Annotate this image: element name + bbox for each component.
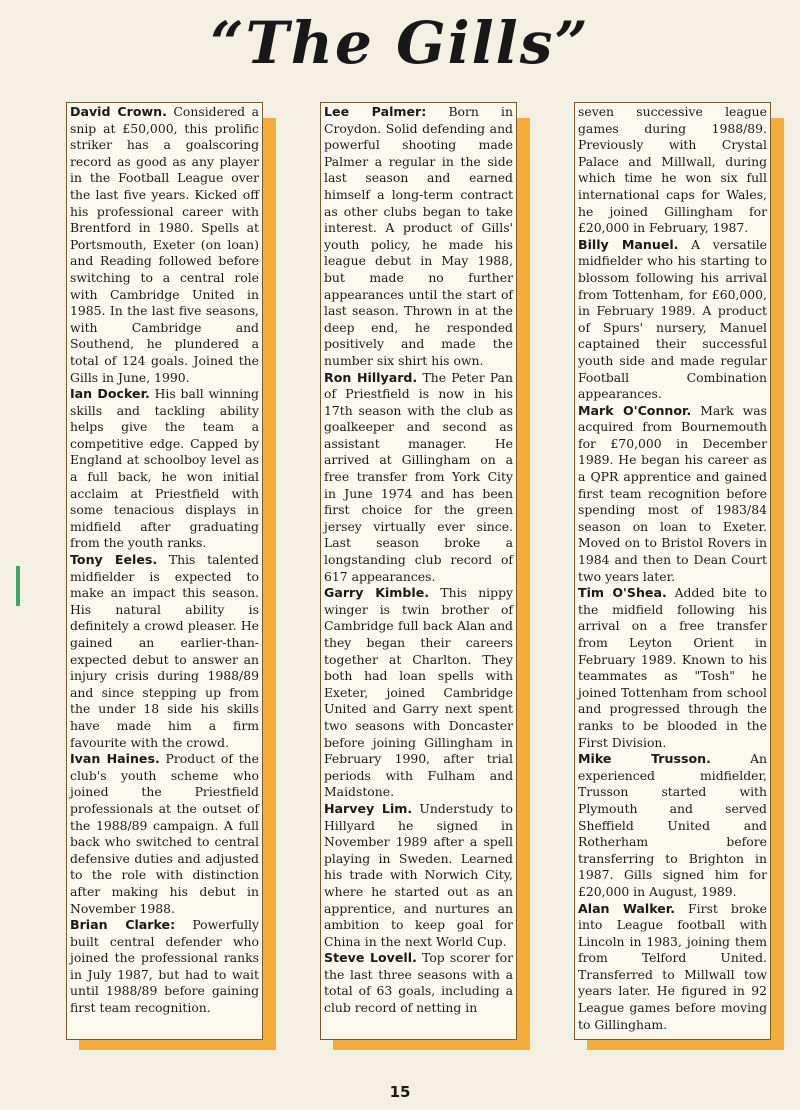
player-entry: [70, 917, 259, 1017]
player-entry: [70, 751, 259, 917]
player-name: Ian Docker.: [70, 386, 150, 402]
player-name: Lee Palmer:: [324, 104, 427, 119]
player-name: Harvey Lim.: [324, 800, 413, 816]
player-text: First broke into League football with Lincoln in 1983, joining them from Telford United. Transferred to Millwall tow years later. He figured in 92 League games before moving to Gillingham.: [578, 900, 767, 1032]
player-text: This talented midfielder is expected to make an impact this season. His natural ability is definitely a crowd pleaser. He gained an earlier-than-expected debut to answer an injury crisis during 1988/89 and since stepping up from the under 18 side his skills have made him a firm favourite with the crowd.: [70, 552, 259, 750]
player-entry: [578, 403, 767, 586]
player-name: Billy Manuel.: [578, 236, 679, 252]
player-text: A versatile midfielder who his starting to blossom following his arrival from Tottenham, for £60,000, in February 1989. A product of Spurs' nursery, Manuel captained their successful youth side and made regular Football Combination appearances.: [578, 236, 767, 402]
column-3: [574, 102, 771, 1040]
player-text: Understudy to Hillyard he signed in November 1989 after a spell playing in Sweden. Learned his trade with Norwich City, where he started out as an apprentice, and nurtures an ambition to keep goal for China in the next World Cup.: [324, 800, 513, 949]
player-entry: [324, 950, 513, 1016]
player-entry: [578, 901, 767, 1034]
player-text: An experienced midfielder, Trusson started with Plymouth and served Sheffield United and Rotherham before transferring to Brighton in 1987. Gills signed him for £20,000 in August, 1989.: [578, 751, 767, 899]
player-entry: [324, 585, 513, 801]
player-text: Powerfully built central defender who joined the professional ranks in July 1987, but had to wait until 1988/89 before gaining first team recognition.: [70, 917, 260, 1016]
page-title: “The Gills”: [210, 9, 590, 77]
player-entry: [70, 552, 259, 751]
column-1: [66, 102, 263, 1040]
player-entry-continued: [578, 104, 767, 237]
player-name: Mike Trusson.: [578, 751, 711, 767]
player-text: Considered a snip at £50,000, this prolific striker has a goalscoring record as good as any player in the Football League over the last five years. Kicked off his professional career with Brentford in 1980. Spells at Portsmouth, Exeter (on loan) and Reading followed before switching to a central role with Cambridge United in 1985. In the last five seasons, with Cambridge and Southend, he plundered a total of 124 goals. Joined the Gills in June, 1990.: [70, 104, 259, 385]
player-text: Born in Croydon. Solid defending and powerful shooting made Palmer a regular in the side last season and earned himself a long-term contract as other clubs began to take interest. A product of Gills' youth policy, he made his league debut in May 1988, but made no further appearances until the start of last season. Thrown in at the deep end, he responded positively and made the number six shirt his own.: [324, 104, 513, 368]
player-name: David Crown.: [70, 104, 167, 119]
player-entry: [324, 801, 513, 950]
player-name: Brian Clarke:: [70, 917, 176, 933]
player-text: Product of the club's youth scheme who joined the Priestfield professionals at the outset of the 1988/89 campaign. A full back who switched to central defensive duties and adjusted to the role with distinction after making his debut in November 1988.: [70, 751, 259, 916]
page-number: 15: [389, 1083, 411, 1101]
player-name: Mark O'Connor.: [578, 402, 692, 418]
player-text: His ball winning skills and tackling ability helps give the team a competitive edge. Capped by England at schoolboy level as a full back, he won initial acclaim at Priestfield with some tenacious displays in midfield after graduating from the youth ranks.: [70, 386, 259, 551]
player-text: Mark was acquired from Bournemouth for £70,000 in December 1989. He began his career as a QPR apprentice and gained first team recognition before spending most of 1983/84 season on loan to Exeter. Moved on to Bristol Rovers in 1984 and then to Dean Court two years later.: [578, 402, 767, 584]
player-entry: [578, 751, 767, 900]
player-text: The Peter Pan of Priestfield is now in his 17th season with the club as goalkeeper and second as assistant manager. He arrived at Gillingham on a free transfer from York City in June 1974 and has been first choice for the green jersey virtually ever since. Last season broke a longstanding club record of 617 appearances.: [324, 369, 513, 584]
player-text: Added bite to the midfield following his arrival on a free transfer from Leyton Orient in February 1989. Known to his teammates as "Tosh" he joined Tottenham from school and progressed through the ranks to be blooded in the First Division.: [578, 585, 767, 750]
player-entry: [324, 370, 513, 586]
player-entry: [70, 386, 259, 552]
player-name: Tony Eeles.: [70, 552, 158, 568]
player-entry: [70, 104, 259, 386]
player-name: Alan Walker.: [578, 900, 676, 916]
player-text: Top scorer for the last three seasons with a total of 63 goals, including a club record of netting in: [324, 950, 513, 1016]
player-entry: [324, 104, 513, 370]
player-entry: [578, 585, 767, 751]
player-name: Garry Kimble.: [324, 585, 430, 601]
player-name: Ivan Haines.: [70, 751, 160, 767]
player-name: Ron Hillyard.: [324, 369, 418, 385]
player-text: seven successive league games during 1988/89. Previously with Crystal Palace and Millwall, during which time he won six full international caps for Wales, he joined Gillingham for £20,000 in February, 1987.: [578, 104, 767, 236]
player-name: Tim O'Shea.: [578, 585, 667, 601]
player-name: Steve Lovell.: [324, 950, 417, 966]
player-entry: [578, 237, 767, 403]
column-2: [320, 102, 517, 1040]
player-text: This nippy winger is twin brother of Cambridge full back Alan and they began their careers together at Charlton. They both had loan spells with Exeter, joined Cambridge United and Garry next spent two seasons with Doncaster before joining Gillingham in February 1990, after trial periods with Fulham and Maidstone.: [324, 585, 513, 800]
edge-mark: [16, 566, 20, 606]
